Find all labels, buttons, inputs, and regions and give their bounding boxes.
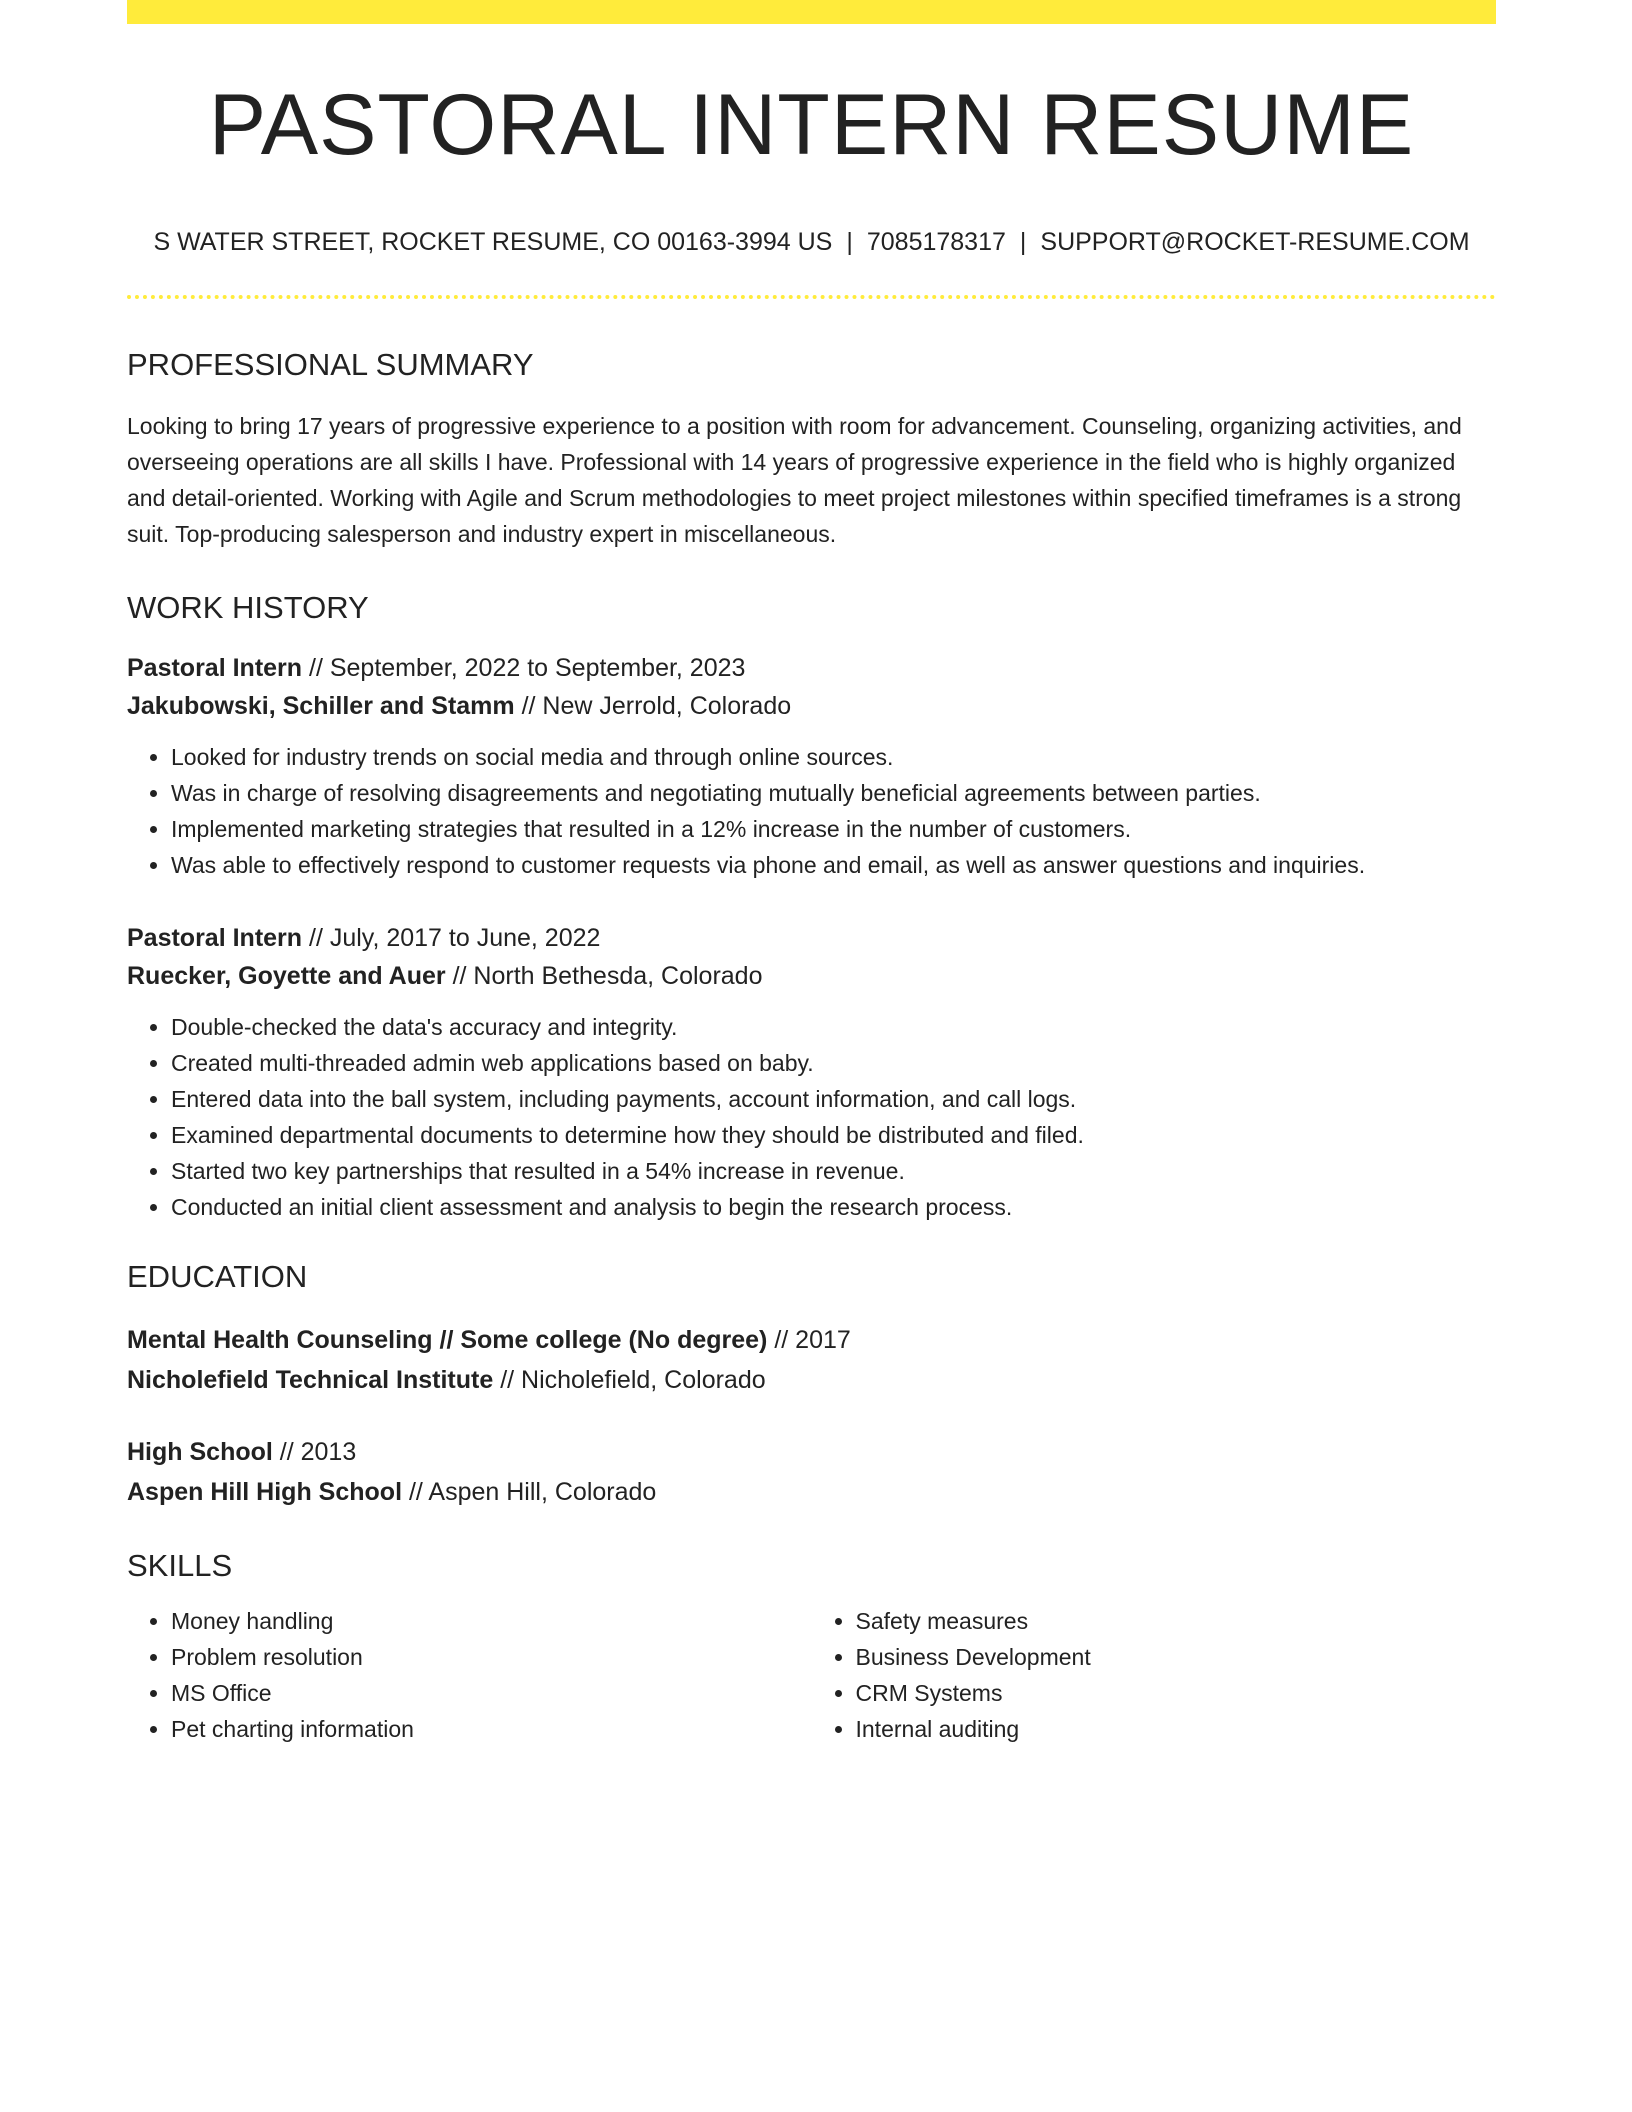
job-title: Pastoral Intern xyxy=(127,924,303,952)
job-bullet: • Entered data into the ball system, including payments, account information, and call logs. xyxy=(171,1081,1496,1117)
job-entry xyxy=(127,649,1496,883)
skill-item: • CRM Systems xyxy=(856,1675,1497,1711)
contact-email: SUPPORT@ROCKET-RESUME.COM xyxy=(1040,228,1470,256)
resume-page xyxy=(127,0,1496,1747)
job-bullet: • Conducted an initial client assessment and analysis to begin the research process. xyxy=(171,1189,1496,1225)
top-accent-bar xyxy=(127,0,1496,24)
skill-item: • Money handling xyxy=(171,1603,812,1639)
job-title-line xyxy=(127,919,1496,957)
job-bullet: • Examined departmental documents to determine how they should be distributed and filed. xyxy=(171,1117,1496,1153)
job-company-line xyxy=(127,687,1496,725)
skill-item: • Pet charting information xyxy=(171,1711,812,1747)
job-bullet: • Looked for industry trends on social media and through online sources. xyxy=(171,739,1496,775)
education-heading: EDUCATION xyxy=(127,1259,308,1294)
skill-item: • Problem resolution xyxy=(171,1639,812,1675)
education-degree-line xyxy=(127,1432,1496,1472)
job-company: Ruecker, Goyette and Auer xyxy=(127,962,446,990)
summary-text: Looking to bring 17 years of progressive experience to a position with room for advancement. Counseling, organizing activities, and overseeing operations are all skills I have. Professional with 14 years of progressive experience in the field who is highly organized and detail-oriented. Working with Agile and Scrum methodologies to meet project milestones within specified timeframes is a strong suit. Top-producing salesperson and industry expert in miscellaneous. xyxy=(127,413,1462,547)
education-school: Aspen Hill High School xyxy=(127,1478,403,1506)
education-degree-line xyxy=(127,1320,1496,1360)
skills-grid xyxy=(127,1603,1496,1747)
skill-item: • MS Office xyxy=(171,1675,812,1711)
job-location: // North Bethesda, Colorado xyxy=(445,962,763,990)
skills-list xyxy=(127,1603,812,1747)
job-company-line xyxy=(127,957,1496,995)
job-bullets xyxy=(127,739,1496,883)
education-degree: Mental Health Counseling // Some college (No degree) xyxy=(127,1326,768,1354)
education-school: Nicholefield Technical Institute xyxy=(127,1366,494,1394)
job-bullets xyxy=(127,1009,1496,1225)
education-school-line xyxy=(127,1472,1496,1512)
contact-address: S WATER STREET, ROCKET RESUME, CO 00163-3994 US xyxy=(153,228,833,256)
summary-heading: PROFESSIONAL SUMMARY xyxy=(127,347,534,382)
header-divider xyxy=(127,295,1496,299)
job-dates: // July, 2017 to June, 2022 xyxy=(302,924,601,952)
job-entry xyxy=(127,919,1496,1225)
skill-item: • Safety measures xyxy=(856,1603,1497,1639)
education-location: // Aspen Hill, Colorado xyxy=(402,1478,657,1506)
contact-line xyxy=(127,230,1496,255)
skill-item: • Internal auditing xyxy=(856,1711,1497,1747)
job-location: // New Jerrold, Colorado xyxy=(514,692,792,720)
job-dates: // September, 2022 to September, 2023 xyxy=(302,654,746,682)
skills-column-right xyxy=(812,1603,1497,1747)
skill-item: • Business Development xyxy=(856,1639,1497,1675)
education-entry xyxy=(127,1320,1496,1400)
contact-separator: | xyxy=(1019,228,1027,256)
job-bullet: • Implemented marketing strategies that resulted in a 12% increase in the number of customers. xyxy=(171,811,1496,847)
education-degree: High School xyxy=(127,1438,273,1466)
skills-list xyxy=(812,1603,1497,1747)
job-bullet: • Created multi-threaded admin web applications based on baby. xyxy=(171,1045,1496,1081)
education-location: // Nicholefield, Colorado xyxy=(493,1366,766,1394)
skills-column-left xyxy=(127,1603,812,1747)
education-entry xyxy=(127,1432,1496,1512)
job-bullet: • Was able to effectively respond to customer requests via phone and email, as well as answer questions and inquiries. xyxy=(171,847,1496,883)
job-bullet: • Double-checked the data's accuracy and integrity. xyxy=(171,1009,1496,1045)
resume-title: PASTORAL INTERN RESUME xyxy=(208,77,1415,173)
contact-separator: | xyxy=(846,228,853,256)
contact-phone: 7085178317 xyxy=(866,228,1006,256)
job-title-line xyxy=(127,649,1496,687)
education-year: // 2017 xyxy=(767,1326,851,1354)
job-company: Jakubowski, Schiller and Stamm xyxy=(127,692,515,720)
job-bullet: • Was in charge of resolving disagreements and negotiating mutually beneficial agreements between parties. xyxy=(171,775,1496,811)
job-title: Pastoral Intern xyxy=(127,654,303,682)
work-history-heading: WORK HISTORY xyxy=(127,590,369,625)
education-year: // 2013 xyxy=(272,1438,357,1466)
job-bullet: • Started two key partnerships that resulted in a 54% increase in revenue. xyxy=(171,1153,1496,1189)
skills-heading: SKILLS xyxy=(127,1548,233,1583)
education-school-line xyxy=(127,1360,1496,1400)
